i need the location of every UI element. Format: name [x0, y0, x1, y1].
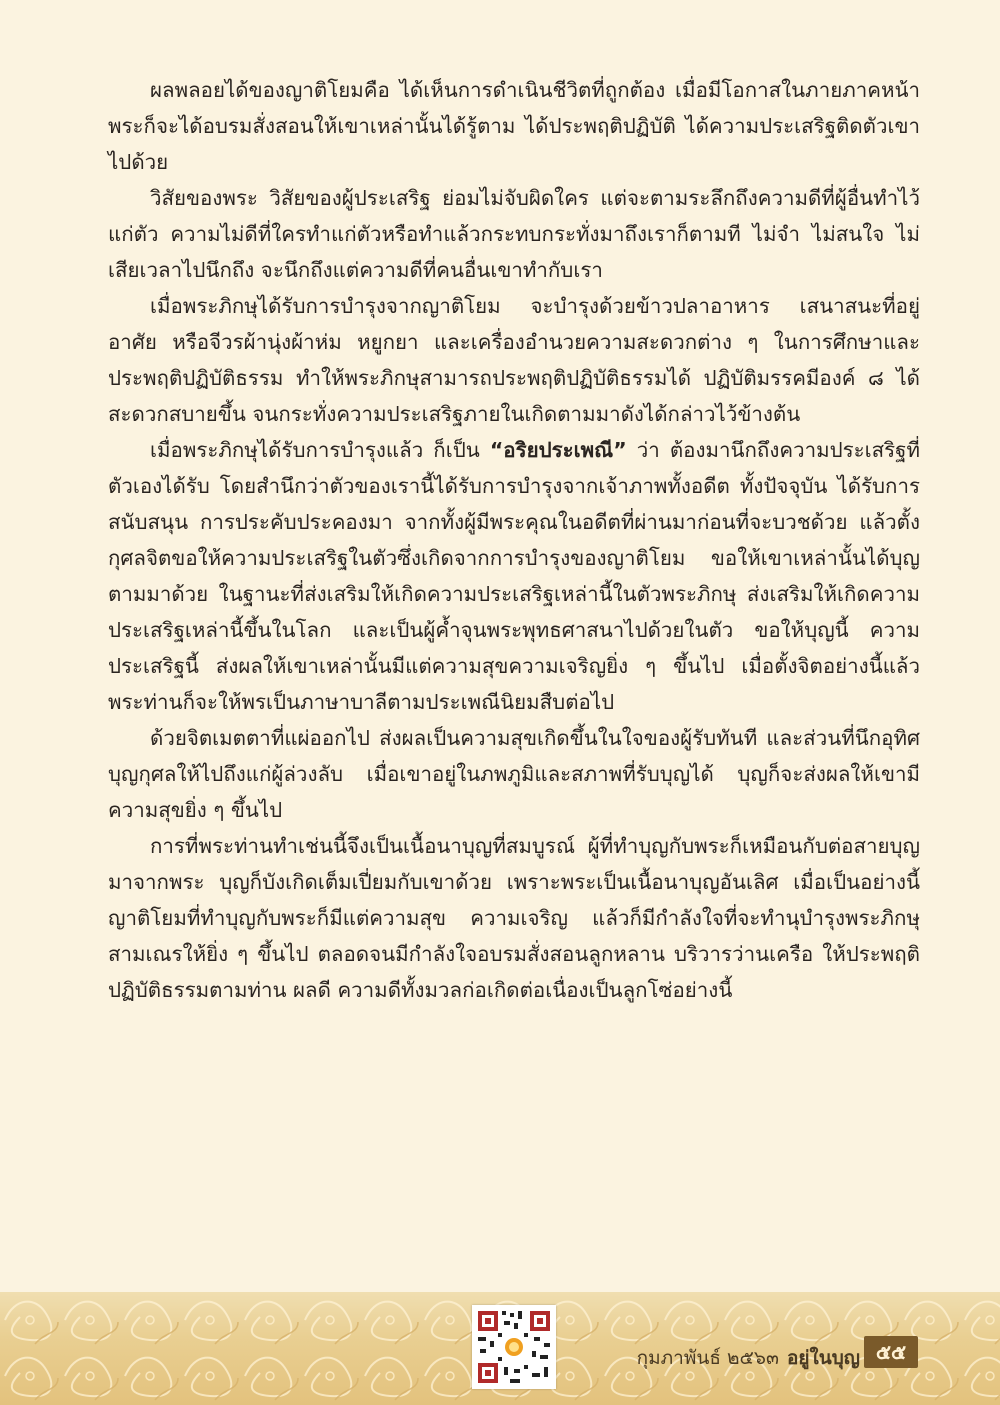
paragraph-4: [108, 432, 920, 720]
paragraph-4-start: เมื่อพระภิกษุได้รับการบำรุงแล้ว ก็เป็น: [150, 438, 490, 462]
magazine-name: อยู่ในบุญ: [786, 1347, 860, 1369]
paragraph-1: ผลพลอยได้ของญาติโยมคือ ได้เห็นการดำเนินชีวิตที่ถูกต้อง เมื่อมีโอกาสในภายภาคหน้าพระก็จะได้อบรมสั่งสอนให้เขาเหล่านั้นได้รู้ตาม ได้ประพฤติปฏิบัติ ได้ความประเสริฐติดตัวเขาไปด้วย: [108, 78, 920, 174]
issue-date: กุมภาพันธ์ ๒๕๖๓: [636, 1347, 779, 1369]
issue-label: [637, 1343, 860, 1373]
qr-code-icon[interactable]: [472, 1305, 556, 1389]
paragraph-4-rest: ว่า ต้องมานึกถึงความประเสริฐที่ตัวเองได้รับ โดยสำนึกว่าตัวของเรานี้ได้รับการบำรุงจากเจ้าภาพทั้งอดีต ทั้งปัจจุบัน ได้รับการสนับสนุน การประคับประคองมา จากทั้งผู้มีพระคุณในอดีตที่ผ่านมาก่อนที่จะบวชด้วย แล้วตั้งกุศลจิตขอให้ความประเสริฐในตัวซึ่งเกิดจากการบำรุงของญาติโยม ขอให้เขาเหล่านั้นได้บุญตามมาด้วย ในฐานะที่ส่งเสริมให้เกิดความประเสริฐเหล่านี้ในตัวพระภิกษุ ส่งเสริมให้เกิดความประเสริฐเหล่านี้ขึ้นในโลก และเป็นผู้ค้ำจุนพระพุทธศาสนาไปด้วยในตัว ขอให้บุญนี้ ความประเสริฐนี้ ส่งผลให้เขาเหล่านั้นมีแต่ความสุขความเจริญยิ่ง ๆ ขึ้นไป เมื่อตั้งจิตอย่างนี้แล้ว พระท่านก็จะให้พรเป็นภาษาบาลีตามประเพณีนิยมสืบต่อไป: [108, 438, 920, 714]
paragraph-2: วิสัยของพระ วิสัยของผู้ประเสริฐ ย่อมไม่จับผิดใคร แต่จะตามระลึกถึงความดีที่ผู้อื่นทำไว้แก่ตัว ความไม่ดีที่ใครทำแก่ตัวหรือทำแล้วกระทบกระทั่งมาถึงเราก็ตามที ไม่จำ ไม่สนใจ ไม่เสียเวลาไปนึกถึง จะนึกถึงแต่ความดีที่คนอื่นเขาทำกับเรา: [108, 186, 920, 282]
paragraph-6: การที่พระท่านทำเช่นนี้จึงเป็นเนื้อนาบุญที่สมบูรณ์ ผู้ที่ทำบุญกับพระก็เหมือนกับต่อสายบุญมาจากพระ บุญก็บังเกิดเต็มเปี่ยมกับเขาด้วย เพราะพระเป็นเนื้อนาบุญอันเลิศ เมื่อเป็นอย่างนี้ญาติโยมที่ทำบุญกับพระก็มีแต่ความสุข ความเจริญ แล้วก็มีกำลังใจที่จะทำนุบำรุงพระภิกษุสามเณรให้ยิ่ง ๆ ขึ้นไป ตลอดจนมีกำลังใจอบรมสั่งสอนลูกหลาน บริวารว่านเครือ ให้ประพฤติปฏิบัติธรรมตามท่าน ผลดี ความดีทั้งมวลก่อเกิดต่อเนื่องเป็นลูกโซ่อย่างนี้: [108, 834, 920, 1002]
paragraph-3: เมื่อพระภิกษุได้รับการบำรุงจากญาติโยม จะบำรุงด้วยข้าวปลาอาหาร เสนาสนะที่อยู่อาศัย หรือจีวรผ้านุ่งผ้าห่ม หยูกยา และเครื่องอำนวยความสะดวกต่าง ๆ ในการศึกษาและประพฤติปฏิบัติธรรม ทำให้พระภิกษุสามารถประพฤติปฏิบัติธรรมได้ ปฏิบัติมรรคมีองค์ ๘ ได้สะดวกสบายขึ้น จนกระทั่งความประเสริฐภายในเกิดตามมาดังได้กล่าวไว้ข้างต้น: [108, 294, 920, 426]
page-number: ๕๕: [864, 1336, 918, 1368]
article-body: [108, 72, 920, 1008]
footer-band: [0, 1292, 1000, 1405]
ariya-tradition-term: “อริยประเพณี”: [489, 438, 627, 462]
paragraph-5: ด้วยจิตเมตตาที่แผ่ออกไป ส่งผลเป็นความสุขเกิดขึ้นในใจของผู้รับทันที และส่วนที่นึกอุทิศบุญกุศลให้ไปถึงแก่ผู้ล่วงลับ เมื่อเขาอยู่ในภพภูมิและสภาพที่รับบุญได้ บุญก็จะส่งผลให้เขามีความสุขยิ่ง ๆ ขึ้นไป: [108, 726, 920, 822]
